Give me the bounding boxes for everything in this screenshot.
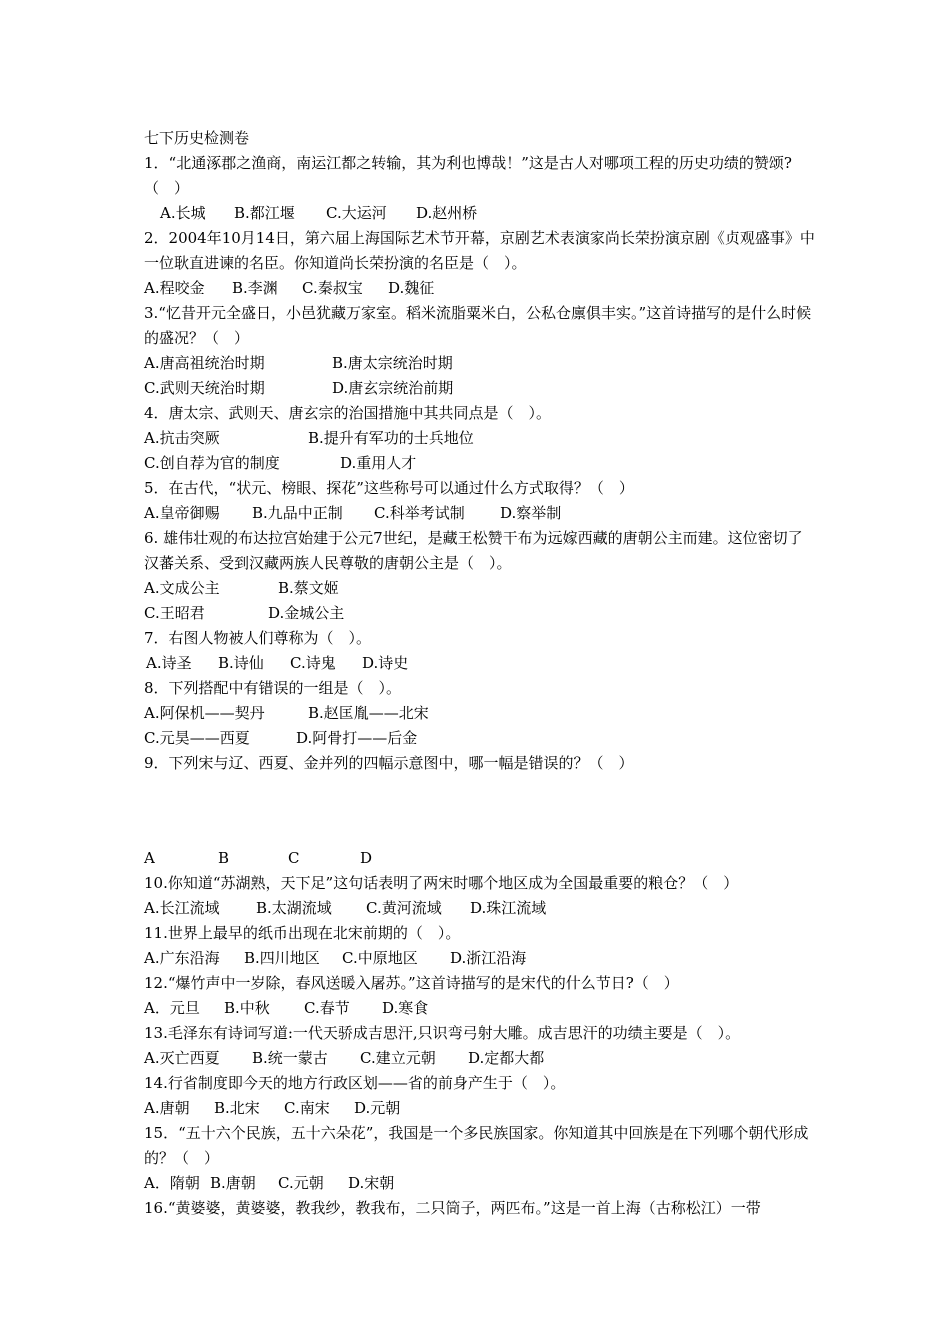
option: C.南宋	[284, 1099, 330, 1117]
option: A.灭亡西夏	[144, 1049, 220, 1067]
option: C.黄河流域	[366, 899, 442, 917]
question-4-options-row2	[144, 451, 816, 476]
question-9-map-labels	[144, 846, 816, 871]
option: D.宋朝	[348, 1174, 395, 1192]
map-label: D	[360, 849, 373, 867]
option: C.中原地区	[342, 949, 418, 967]
question-9: 9．下列宋与辽、西夏、金并列的四幅示意图中，哪一幅是错误的？（ ）	[144, 754, 634, 772]
option: D.元朝	[354, 1099, 401, 1117]
option: A.长江流域	[144, 899, 220, 917]
option: D.寒食	[382, 999, 429, 1017]
option: B.李渊	[232, 279, 278, 297]
option: C.大运河	[326, 204, 387, 222]
option: C.元昊——西夏	[144, 729, 250, 747]
question-6-options-row1	[144, 576, 816, 601]
option: A.抗击突厥	[144, 429, 220, 447]
question-6-options-row2	[144, 601, 816, 626]
question-5-options	[144, 501, 816, 526]
option: C.诗鬼	[290, 654, 336, 672]
option: C.秦叔宝	[302, 279, 363, 297]
option: B.赵匡胤——北宋	[308, 704, 429, 722]
question-13: 13.毛泽东有诗词写道:一代天骄成吉思汗,只识弯弓射大雕。成吉思汗的功绩主要是（ ）。	[144, 1024, 741, 1042]
option: B.中秋	[224, 999, 270, 1017]
map-label: C	[288, 849, 300, 867]
option: A．隋朝	[144, 1174, 200, 1192]
option: B.诗仙	[218, 654, 264, 672]
option: D.珠江流域	[470, 899, 547, 917]
option: A.长城	[160, 204, 206, 222]
option: C.武则天统治时期	[144, 379, 265, 397]
option: C.创自荐为官的制度	[144, 454, 280, 472]
question-8-options-row1	[144, 701, 816, 726]
option: C.春节	[304, 999, 350, 1017]
option: A.唐高祖统治时期	[144, 354, 265, 372]
option: D.诗史	[362, 654, 409, 672]
option: D.赵州桥	[416, 204, 478, 222]
option: D.阿骨打——后金	[296, 729, 418, 747]
question-12-options	[144, 996, 816, 1021]
option: C.元朝	[278, 1174, 324, 1192]
option: B.北宋	[214, 1099, 260, 1117]
option: D.唐玄宗统治前期	[332, 379, 454, 397]
question-block-1	[144, 126, 816, 776]
question-8-options-row2	[144, 726, 816, 751]
map-label: B	[218, 849, 230, 867]
option: B.提升有军功的士兵地位	[308, 429, 474, 447]
question-10-options	[144, 896, 816, 921]
map-label: A	[144, 849, 155, 867]
question-14: 14.行省制度即今天的地方行政区划——省的前身产生于（ ）。	[144, 1074, 566, 1092]
option: D.察举制	[500, 504, 562, 522]
option: B.蔡文姬	[278, 579, 339, 597]
option: B.唐太宗统治时期	[332, 354, 453, 372]
option: A.诗圣	[146, 654, 192, 672]
question-3: 3.“忆昔开元全盛日，小邑犹藏万家室。稻米流脂粟米白，公私仓廪俱丰实。”这首诗描写的是什么时候的盛况？（ ）	[144, 304, 812, 347]
question-7-options	[144, 651, 816, 676]
question-16: 16.“黄婆婆，黄婆婆，教我纱，教我布，二只筒子，两匹布。”这是一首上海（古称松江）一带	[144, 1199, 761, 1217]
question-3-options-row1	[144, 351, 816, 376]
option: D.魏征	[388, 279, 435, 297]
option: B.太湖流域	[256, 899, 332, 917]
option: C.王昭君	[144, 604, 205, 622]
option: A.阿保机——契丹	[144, 704, 265, 722]
option: A.皇帝御赐	[144, 504, 220, 522]
option: B.都江堰	[234, 204, 295, 222]
option: A.文成公主	[144, 579, 220, 597]
option: C.建立元朝	[360, 1049, 436, 1067]
option: D.重用人才	[340, 454, 417, 472]
option: B.统一蒙古	[252, 1049, 328, 1067]
question-12: 12.“爆竹声中一岁除，春风送暖入屠苏。”这首诗描写的是宋代的什么节日?（ ）	[144, 974, 679, 992]
option: A.广东沿海	[144, 949, 220, 967]
question-block-2	[144, 846, 816, 1221]
question-6: 6. 雄伟壮观的布达拉宫始建于公元7世纪，是藏王松赞干布为远嫁西藏的唐朝公主而建。这位密切了汉蕃关系、受到汉藏两族人民尊敬的唐朝公主是（ ）。	[144, 529, 803, 572]
question-5: 5．在古代，“状元、榜眼、探花”这些称号可以通过什么方式取得？（ ）	[144, 479, 634, 497]
question-3-options-row2	[144, 376, 816, 401]
question-14-options	[144, 1096, 816, 1121]
question-4-options-row1	[144, 426, 816, 451]
option: A.程咬金	[144, 279, 205, 297]
question-15: 15．“五十六个民族，五十六朵花”，我国是一个多民族国家。你知道其中回族是在下列哪个朝代形成的？（ ）	[144, 1124, 809, 1167]
question-13-options	[144, 1046, 816, 1071]
question-1-options	[144, 201, 816, 226]
question-10: 10.你知道“苏湖熟，天下足”这句话表明了两宋时哪个地区成为全国最重要的粮仓？（ ）	[144, 874, 739, 892]
option: B.九品中正制	[252, 504, 343, 522]
question-15-options	[144, 1171, 816, 1196]
question-11: 11.世界上最早的纸币出现在北宋前期的（ ）。	[144, 924, 461, 942]
option: D.定都大都	[468, 1049, 545, 1067]
option: D.浙江沿海	[450, 949, 527, 967]
page-title: 七下历史检测卷	[144, 129, 250, 147]
question-1: 1．“北通涿郡之渔商，南运江都之转输，其为利也博哉！”这是古人对哪项工程的历史功绩的赞颂?（ ）	[144, 154, 792, 197]
question-7: 7．右图人物被人们尊称为（ ）。	[144, 629, 372, 647]
option: C.科举考试制	[374, 504, 465, 522]
option: B.唐朝	[210, 1174, 256, 1192]
question-8: 8．下列搭配中有错误的一组是（ ）。	[144, 679, 402, 697]
question-2-options	[144, 276, 816, 301]
question-4: 4．唐太宗、武则天、唐玄宗的治国措施中其共同点是（ ）。	[144, 404, 552, 422]
question-2: 2．2004年10月14日，第六届上海国际艺术节开幕，京剧艺术表演家尚长荣扮演京剧《贞观盛事》中一位耿直进谏的名臣。你知道尚长荣扮演的名臣是（ ）。	[144, 229, 815, 272]
question-11-options	[144, 946, 816, 971]
option: A．元旦	[144, 999, 200, 1017]
option: D.金城公主	[268, 604, 345, 622]
option: B.四川地区	[244, 949, 320, 967]
option: A.唐朝	[144, 1099, 190, 1117]
